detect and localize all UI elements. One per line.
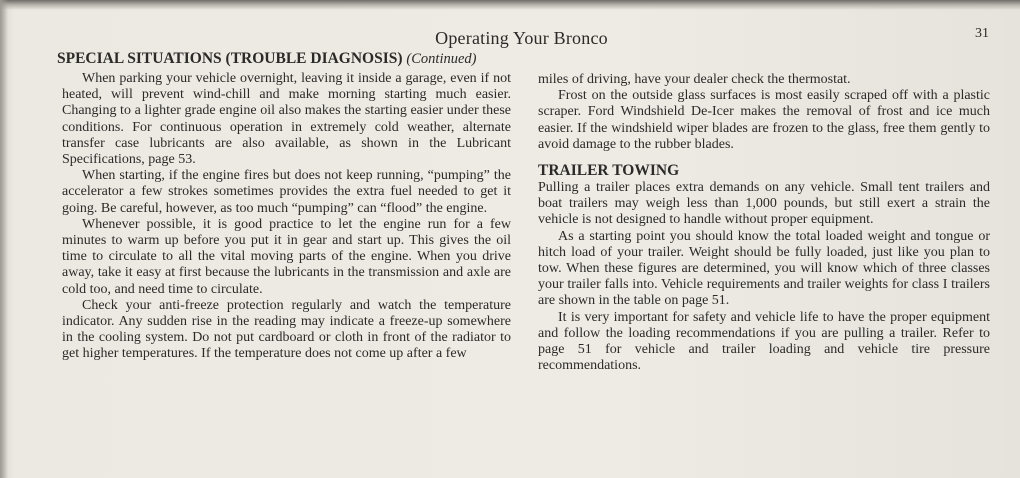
trailer-towing-heading: TRAILER TOWING bbox=[538, 162, 680, 180]
paragraph-overnight-parking: When parking your vehicle overnight, leaving it inside a garage, even if not heated, will prevent wind-chill and make morning starting much easier. Changing to a lighter grade engine oil also makes the starting easier under these conditions. For continuous operation in extremely cold weather, alternate transfer case lubricants are also available, as shown in the Lubricant Specifications, page 53. bbox=[62, 71, 511, 168]
paragraph-trailer-demands: Pulling a trailer places extra demands on any vehicle. Small tent trailers and boat trailers may weigh less than 1,000 pounds, but still exert a strain the vehicle is not designed to handle without proper equipment. bbox=[538, 180, 990, 228]
section-heading bbox=[57, 50, 477, 68]
page-number: 31 bbox=[975, 26, 989, 41]
paragraph-trailer-safety: It is very important for safety and vehicle life to have the proper equipment and follow the loading recommendations if you are pulling a trailer. Refer to page 51 for vehicle and trailer loading and vehicle tire pressure recommendations. bbox=[538, 309, 990, 374]
running-title: Operating Your Bronco bbox=[435, 28, 608, 48]
section-heading-text: SPECIAL SITUATIONS (TROUBLE DIAGNOSIS) bbox=[57, 50, 403, 67]
right-column bbox=[538, 72, 990, 374]
section-continued-label: (Continued) bbox=[406, 51, 477, 67]
paragraph-continuation: miles of driving, have your dealer check the thermostat. bbox=[538, 72, 851, 87]
page-binding-shadow bbox=[0, 0, 8, 478]
paragraph-warm-up: Whenever possible, it is good practice to let the engine run for a few minutes to warm up before you put it in gear and start up. This gives the oil time to circulate to all the vital moving parts of the engine. When you drive away, take it easy at first because the lubricants in the transmission and axle are cold too, and need time to circulate. bbox=[62, 216, 511, 297]
left-column bbox=[62, 71, 511, 363]
paragraph-pumping-accelerator: When starting, if the engine fires but does not keep running, “pumping” the accelerator a few strokes sometimes provides the extra fuel needed to get it going. Be careful, however, as too much “pumping” can “flood” the engine. bbox=[62, 168, 511, 216]
paragraph-trailer-weight: As a starting point you should know the total loaded weight and tongue or hitch load of your trailer. Weight should be fully loaded, just like you plan to tow. When these figures are determined, you will know which of three classes your trailer falls into. Vehicle requirements and trailer weights for class I trailers are shown in the table on page 51. bbox=[538, 228, 990, 309]
page-top-edge-shadow bbox=[0, 0, 1020, 10]
paragraph-anti-freeze: Check your anti-freeze protection regularly and watch the temperature indicator. Any sudden rise in the reading may indicate a freeze-up somewhere in the cooling system. Do not put cardboard or cloth in front of the radiator to get higher temperatures. If the temperature does not come up after a few bbox=[62, 297, 511, 362]
paragraph-frost: Frost on the outside glass surfaces is most easily scraped off with a plastic scraper. Ford Windshield De-Icer makes the removal of frost and ice much easier. If the windshield wiper blades are frozen to the glass, free them gently to avoid damage to the rubber blades. bbox=[538, 88, 990, 152]
